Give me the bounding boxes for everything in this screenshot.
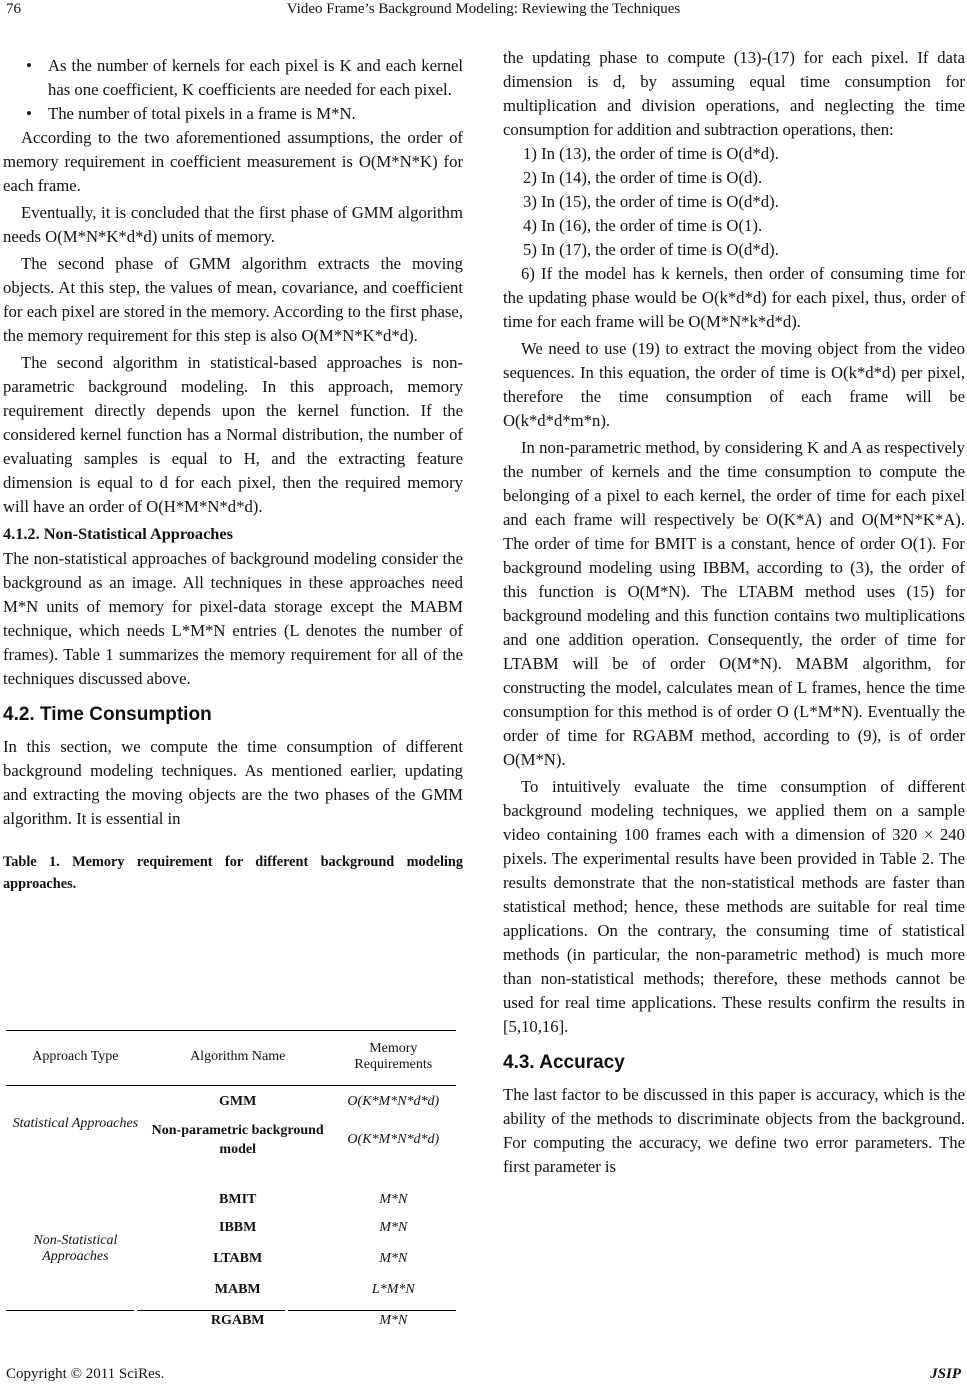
memory-cell: O(K*M*N*d*d) xyxy=(347,1094,440,1109)
section-title: 4.3. Accuracy xyxy=(503,1052,625,1073)
approach-type-cell: Statistical Approaches xyxy=(12,1116,139,1131)
page-number: 76 xyxy=(6,1,21,17)
journal-name: JSIP xyxy=(930,1366,961,1382)
paragraph: The last factor to be discussed in this paper is accuracy, which is the ability of the methods to discriminate objects from the background. For computing the accuracy, we define two error parameters. The first parameter is xyxy=(503,1085,965,1176)
running-title: Video Frame’s Background Modeling: Reviewing the Techniques xyxy=(286,1,681,17)
column-header: Memory Requirements xyxy=(331,1031,456,1086)
bullet-item: • The number of total pixels in a frame is M*N. xyxy=(3,102,463,126)
table-bottom-rule xyxy=(6,1310,134,1311)
paragraph: The non-statistical approaches of background modeling consider the background as an image. All techniques in these approaches need M*N units of memory for pixel-data storage except the MABM technique, which needs L*M*N entries (L denotes the number of frames). Table 1 summarizes the memory requirement for all of the techniques discussed above. xyxy=(3,549,463,688)
assumption-list xyxy=(3,54,463,126)
paragraph: In this section, we compute the time consumption of different background modeling techniques. As mentioned earlier, updating and extracting the moving objects are the two phases of the GMM algorithm. It is essential in xyxy=(3,737,463,828)
algorithm-cell: LTABM xyxy=(213,1250,263,1266)
paragraph: Eventually, it is concluded that the first phase of GMM algorithm needs O(M*N*K*d*d) units of memory. xyxy=(3,203,463,246)
memory-requirements-table xyxy=(6,1030,456,1336)
left-column xyxy=(3,46,463,895)
memory-cell: M*N xyxy=(379,1312,408,1328)
paragraph: To intuitively evaluate the time consumption of different background modeling techniques, we applied them on a sample video containing 100 frames each with a dimension of 320 × 240 pixels. The experimental results have been provided in Table 2. The results demonstrate that the non-statistical methods are faster than statistical method; hence, these methods are suitable for real time applications. On the contrary, the consuming time of statistical methods (in particular, the non-parametric method) is much more than non-statistical methods; therefore, these methods cannot be used for real time applications. These results confirm the results in [5,10,16]. xyxy=(503,777,965,1036)
right-column xyxy=(503,46,965,1179)
paragraph: In non-parametric method, by considering K and A as respectively the number of kernels and the time consumption to compute the belonging of a pixel to each kernel, the order of time for each pixel and each frame will respectively be O(K*A) and O(M*N*K*A). The order of time for BMIT is a constant, hence of order O(1). For background modeling using IBBM, according to (3), the order of this function is O(M*N). The LTABM method uses (15) for background modeling and this function contains two multiplications and one addition operation. Consequently, the order of time for LTABM will be of order O(M*N). MABM algorithm, for constructing the model, calculates mean of L frames, hence the time consumption for this method is of order O (L*M*N). Eventually the order of time for RGABM method, according to (9), is of order O(M*N). xyxy=(503,438,965,769)
subsection-title: 4.1.2. Non-Statistical Approaches xyxy=(3,524,233,543)
bullet-item: • As the number of kernels for each pixel is K and each kernel has one coefficient, K coefficients are needed for each pixel. xyxy=(3,54,463,102)
column-header: Approach Type xyxy=(6,1031,145,1086)
algorithm-cell: IBBM xyxy=(219,1219,257,1235)
table-caption: Table 1. Memory requirement for different background modeling approaches. xyxy=(3,854,463,892)
algorithm-cell: BMIT xyxy=(219,1192,257,1207)
column-header: Algorithm Name xyxy=(145,1031,331,1086)
algorithm-cell: RGABM xyxy=(210,1312,265,1328)
algorithm-cell: Non-parametric background model xyxy=(151,1123,324,1157)
list-item: 6) If the model has k kernels, then order of consuming time for the updating phase would be O(k*d*d) for each pixel, thus, order of time for each frame will be O(M*N*k*d*d). xyxy=(503,264,965,331)
paragraph: the updating phase to compute (13)-(17) for each pixel. If data dimension is d, by assuming equal time consumption for multiplication and division operations, and neglecting the time consumption for addition and subtraction operations, then: xyxy=(503,48,965,139)
list-item: 4) In (16), the order of time is O(1). xyxy=(523,216,763,235)
list-item: 1) In (13), the order of time is O(d*d). xyxy=(523,144,779,163)
memory-cell: L*M*N xyxy=(371,1281,415,1297)
paragraph: The second phase of GMM algorithm extracts the moving objects. At this step, the values of mean, covariance, and coefficient for each pixel are stored in the memory. According to the first phase, the memory requirement for this step is also O(M*N*K*d*d). xyxy=(3,254,463,345)
algorithm-cell: MABM xyxy=(214,1281,261,1297)
table-header-row xyxy=(6,1031,456,1086)
approach-type-cell: Non-Statistical Approaches xyxy=(33,1233,118,1264)
table-bottom-rule xyxy=(137,1310,285,1311)
memory-cell: M*N xyxy=(379,1192,408,1207)
memory-cell: O(K*M*N*d*d) xyxy=(347,1132,440,1147)
list-item: 5) In (17), the order of time is O(d*d). xyxy=(523,240,779,259)
memory-cell: M*N xyxy=(379,1250,408,1266)
paragraph: We need to use (19) to extract the moving object from the video sequences. In this equation, the order of time is O(k*d*d) per pixel, therefore the time consumption of each frame will be O(k*d*d*m*n). xyxy=(503,339,965,430)
copyright-notice: Copyright © 2011 SciRes. xyxy=(6,1366,165,1382)
table-row xyxy=(6,1086,456,1119)
memory-cell: M*N xyxy=(379,1219,408,1235)
table-row xyxy=(6,1162,456,1212)
list-item: 3) In (15), the order of time is O(d*d). xyxy=(523,192,779,211)
list-item: 2) In (14), the order of time is O(d). xyxy=(523,168,763,187)
table-bottom-rule xyxy=(288,1310,456,1311)
paragraph: The second algorithm in statistical-based approaches is non-parametric background modeling. In this approach, memory requirement directly depends upon the kernel function. If the considered kernel function has a Normal distribution, the number of evaluating samples is equal to H, and the extracting feature dimension is equal to d for each pixel, then the required memory will have an order of O(H*M*N*d*d). xyxy=(3,353,463,516)
algorithm-cell: GMM xyxy=(219,1094,257,1109)
paragraph: According to the two aforementioned assumptions, the order of memory requirement in coefficient measurement is O(M*N*K) for each frame. xyxy=(3,128,463,195)
section-title: 4.2. Time Consumption xyxy=(3,704,212,725)
